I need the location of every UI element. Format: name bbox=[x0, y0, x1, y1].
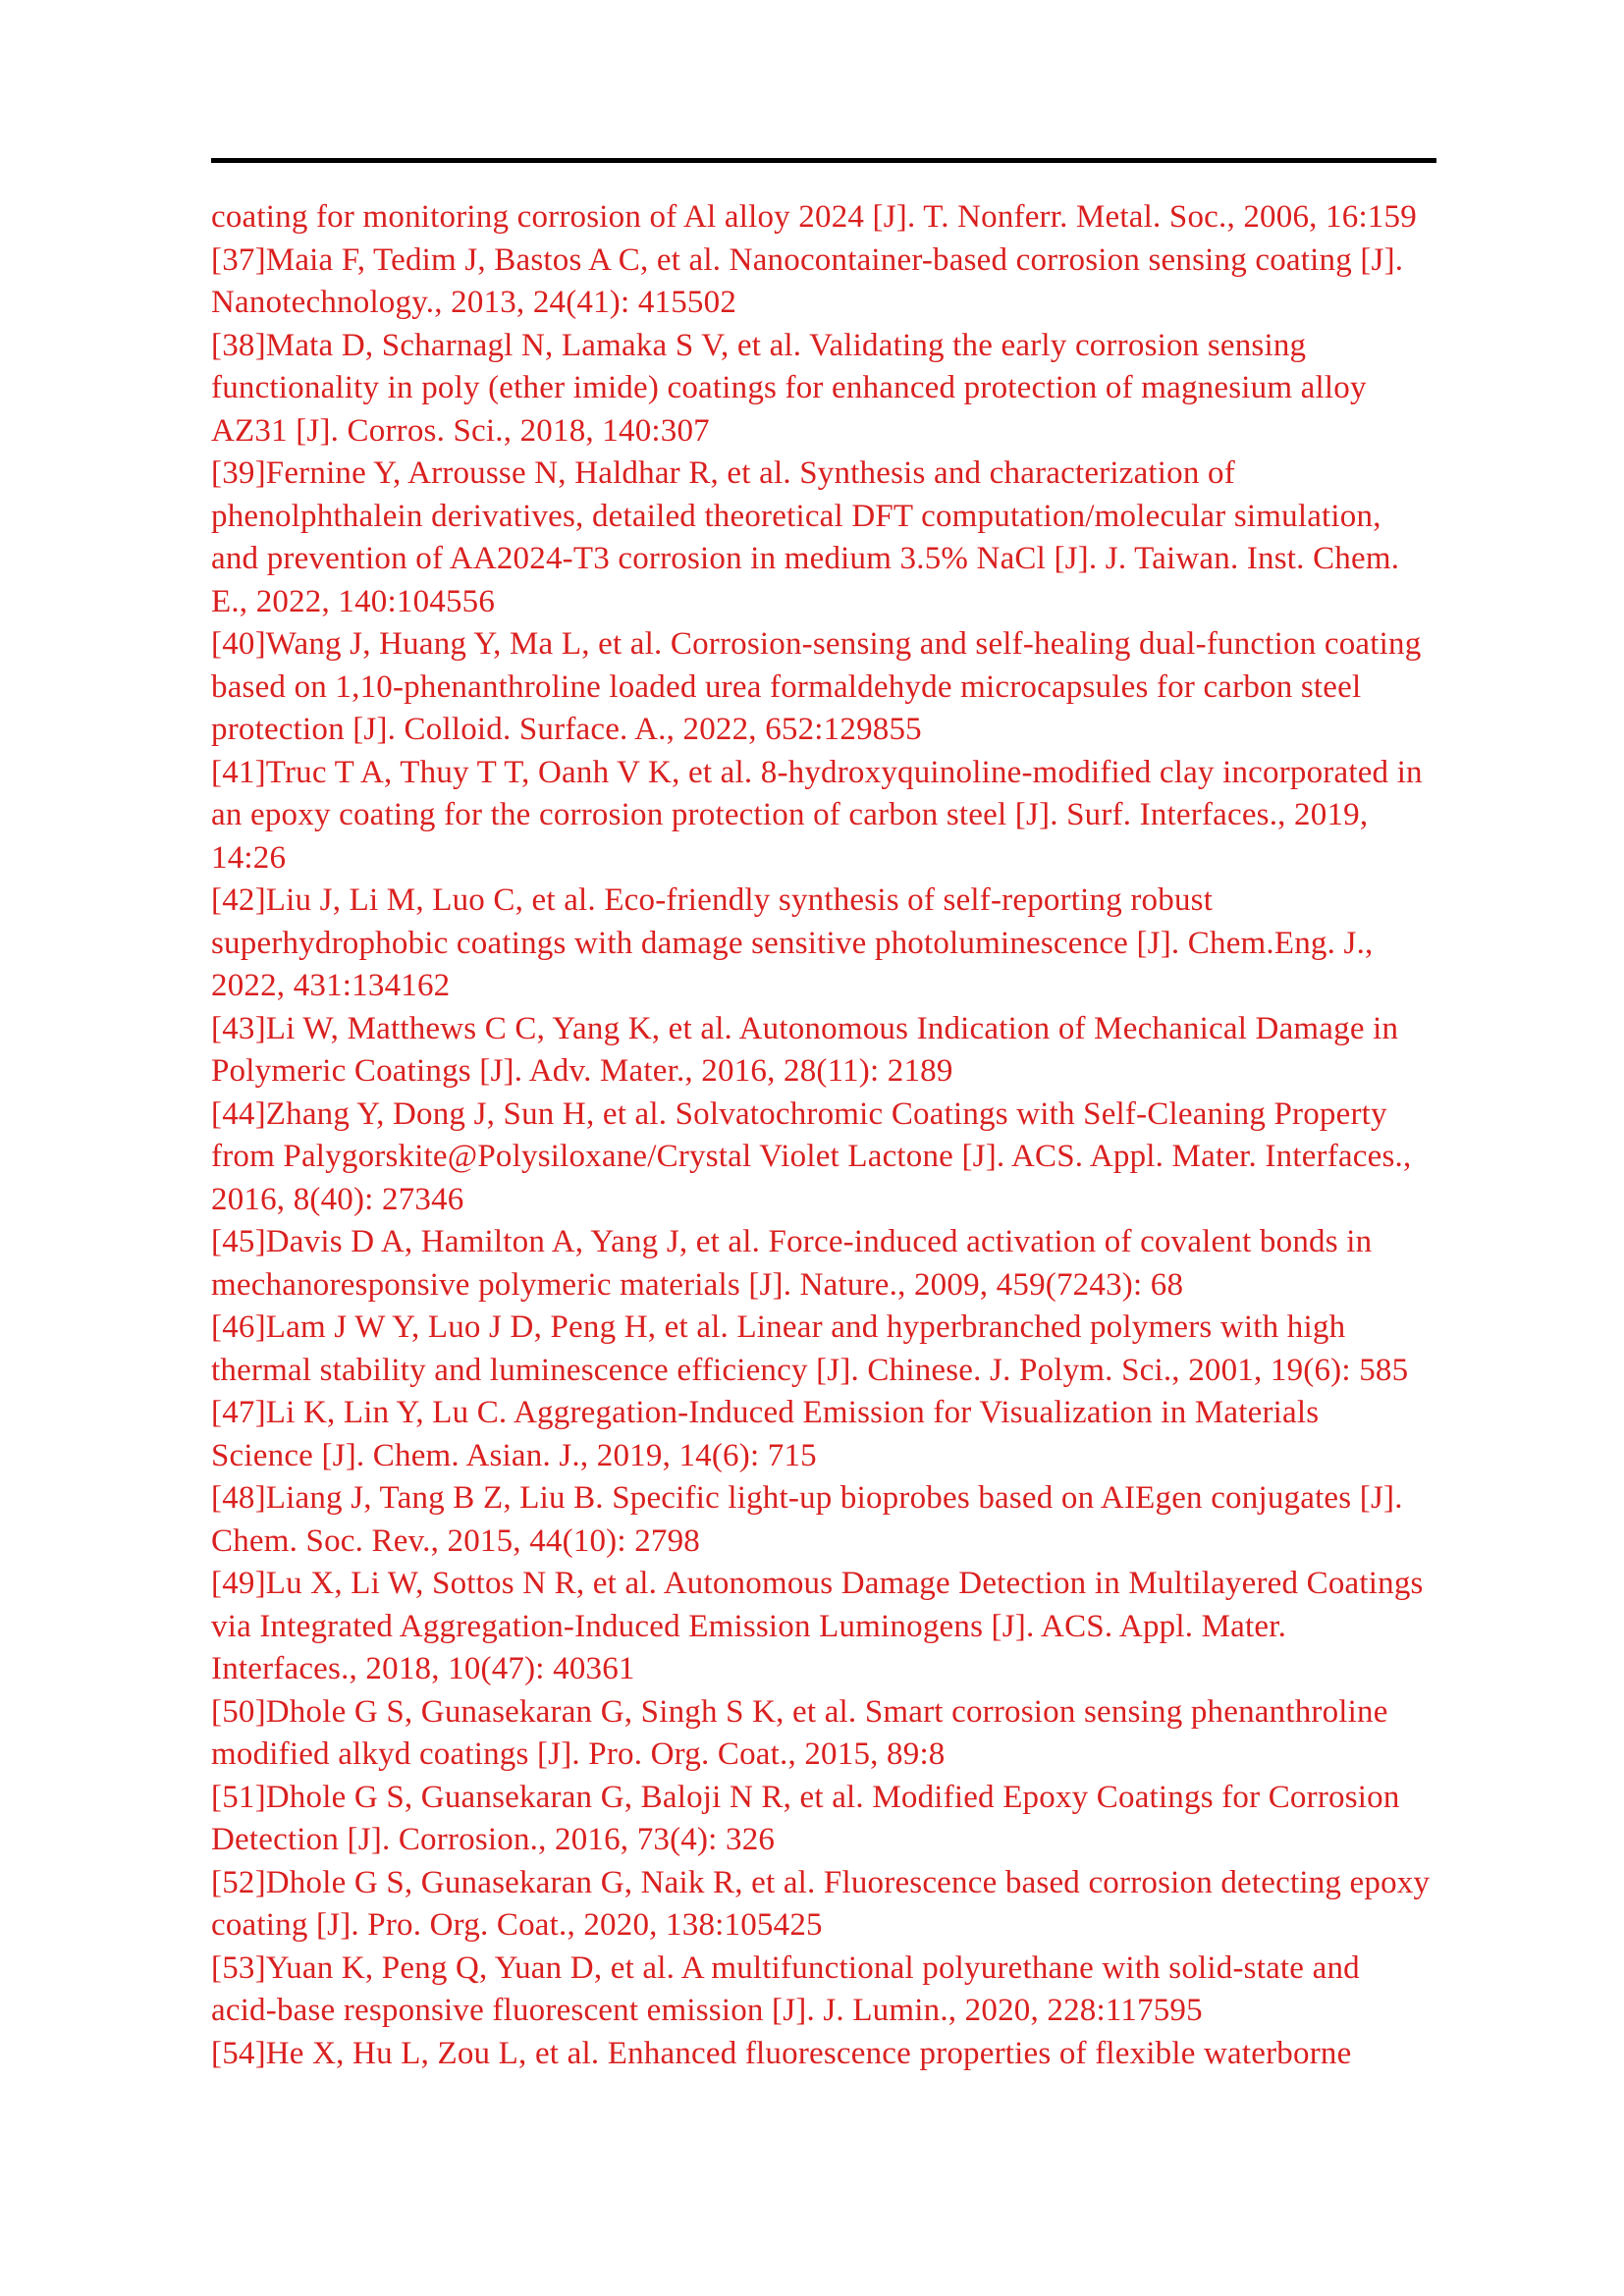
reference-line: [44]Zhang Y, Dong J, Sun H, et al. Solvatochromic Coatings with Self-Cleaning Property bbox=[211, 1095, 1387, 1132]
reference-line: acid-base responsive fluorescent emission [J]. J. Lumin., 2020, 228:117595 bbox=[211, 1993, 1203, 2028]
reference-line: [39]Fernine Y, Arrousse N, Haldhar R, et al. Synthesis and characterization of bbox=[211, 455, 1235, 491]
reference-line: protection [J]. Colloid. Surface. A., 2022, 652:129855 bbox=[211, 712, 922, 747]
reference-line: [38]Mata D, Scharnagl N, Lamaka S V, et al. Validating the early corrosion sensing bbox=[211, 327, 1307, 363]
reference-line: coating for monitoring corrosion of Al alloy 2024 [J]. T. Nonferr. Metal. Soc., 2006, 16:159 bbox=[211, 199, 1417, 235]
reference-line: phenolphthalein derivatives, detailed theoretical DFT computation/molecular simulation, bbox=[211, 498, 1381, 534]
reference-line: Detection [J]. Corrosion., 2016, 73(4): 326 bbox=[211, 1822, 776, 1857]
reference-line: Polymeric Coatings [J]. Adv. Mater., 2016, 28(11): 2189 bbox=[211, 1053, 953, 1089]
reference-line: mechanoresponsive polymeric materials [J]. Nature., 2009, 459(7243): 68 bbox=[211, 1266, 1184, 1303]
references-list bbox=[211, 196, 1450, 2075]
reference-line: [47]Li K, Lin Y, Lu C. Aggregation-Induced Emission for Visualization in Materials bbox=[211, 1395, 1320, 1430]
reference-line: an epoxy coating for the corrosion protection of carbon steel [J]. Surf. Interfaces., 2019, bbox=[211, 797, 1369, 832]
reference-line: Chem. Soc. Rev., 2015, 44(10): 2798 bbox=[211, 1522, 700, 1559]
reference-line: [52]Dhole G S, Gunasekaran G, Naik R, et al. Fluorescence based corrosion detecting epoxy bbox=[211, 1864, 1431, 1900]
reference-line: E., 2022, 140:104556 bbox=[211, 583, 496, 619]
reference-line: [46]Lam J W Y, Luo J D, Peng H, et al. Linear and hyperbranched polymers with high bbox=[211, 1309, 1346, 1345]
reference-line: functionality in poly (ether imide) coatings for enhanced protection of magnesium alloy bbox=[211, 370, 1367, 405]
reference-line: via Integrated Aggregation-Induced Emission Luminogens [J]. ACS. Appl. Mater. bbox=[211, 1608, 1287, 1644]
reference-line: from Palygorskite@Polysiloxane/Crystal Violet Lactone [J]. ACS. Appl. Mater. Interfaces., bbox=[211, 1139, 1412, 1174]
reference-line: [40]Wang J, Huang Y, Ma L, et al. Corrosion-sensing and self-healing dual-function coating bbox=[211, 626, 1422, 662]
reference-line: Science [J]. Chem. Asian. J., 2019, 14(6): 715 bbox=[211, 1437, 817, 1473]
reference-line: [37]Maia F, Tedim J, Bastos A C, et al. Nanocontainer-based corrosion sensing coating [J]. bbox=[211, 241, 1404, 278]
reference-line: [50]Dhole G S, Gunasekaran G, Singh S K, et al. Smart corrosion sensing phenanthroline bbox=[211, 1693, 1388, 1730]
reference-line: Interfaces., 2018, 10(47): 40361 bbox=[211, 1651, 635, 1686]
reference-line: and prevention of AA2024-T3 corrosion in medium 3.5% NaCl [J]. J. Taiwan. Inst. Chem. bbox=[211, 541, 1400, 576]
reference-line: [41]Truc T A, Thuy T T, Oanh V K, et al. 8-hydroxyquinoline-modified clay incorporated in bbox=[211, 754, 1423, 790]
reference-line: [51]Dhole G S, Guansekaran G, Baloji N R, et al. Modified Epoxy Coatings for Corrosion bbox=[211, 1779, 1400, 1815]
reference-line: coating [J]. Pro. Org. Coat., 2020, 138:105425 bbox=[211, 1907, 823, 1943]
reference-line: 2022, 431:134162 bbox=[211, 968, 451, 1003]
reference-line: based on 1,10-phenanthroline loaded urea formaldehyde microcapsules for carbon steel bbox=[211, 668, 1362, 705]
reference-line: [49]Lu X, Li W, Sottos N R, et al. Autonomous Damage Detection in Multilayered Coatings bbox=[211, 1566, 1424, 1601]
reference-line: AZ31 [J]. Corros. Sci., 2018, 140:307 bbox=[211, 412, 710, 449]
reference-line: modified alkyd coatings [J]. Pro. Org. Coat., 2015, 89:8 bbox=[211, 1736, 946, 1772]
reference-line: [43]Li W, Matthews C C, Yang K, et al. Autonomous Indication of Mechanical Damage in bbox=[211, 1010, 1399, 1046]
reference-line: [45]Davis D A, Hamilton A, Yang J, et al. Force-induced activation of covalent bonds in bbox=[211, 1224, 1373, 1259]
reference-line: 2016, 8(40): 27346 bbox=[211, 1181, 464, 1217]
reference-line: 14:26 bbox=[211, 839, 287, 876]
reference-line: [54]He X, Hu L, Zou L, et al. Enhanced fluorescence properties of flexible waterborne bbox=[211, 2035, 1352, 2071]
reference-line: [53]Yuan K, Peng Q, Yuan D, et al. A multifunctional polyurethane with solid-state and bbox=[211, 1949, 1360, 1986]
header-rule bbox=[211, 158, 1436, 163]
reference-line: Nanotechnology., 2013, 24(41): 415502 bbox=[211, 285, 737, 320]
reference-line: [42]Liu J, Li M, Luo C, et al. Eco-friendly synthesis of self-reporting robust bbox=[211, 882, 1214, 918]
reference-line: superhydrophobic coatings with damage sensitive photoluminescence [J]. Chem.Eng. J., bbox=[211, 925, 1374, 961]
reference-line: [48]Liang J, Tang B Z, Liu B. Specific light-up bioprobes based on AIEgen conjugates [J]. bbox=[211, 1480, 1403, 1516]
reference-line: thermal stability and luminescence efficiency [J]. Chinese. J. Polym. Sci., 2001, 19(6): 585 bbox=[211, 1352, 1409, 1388]
